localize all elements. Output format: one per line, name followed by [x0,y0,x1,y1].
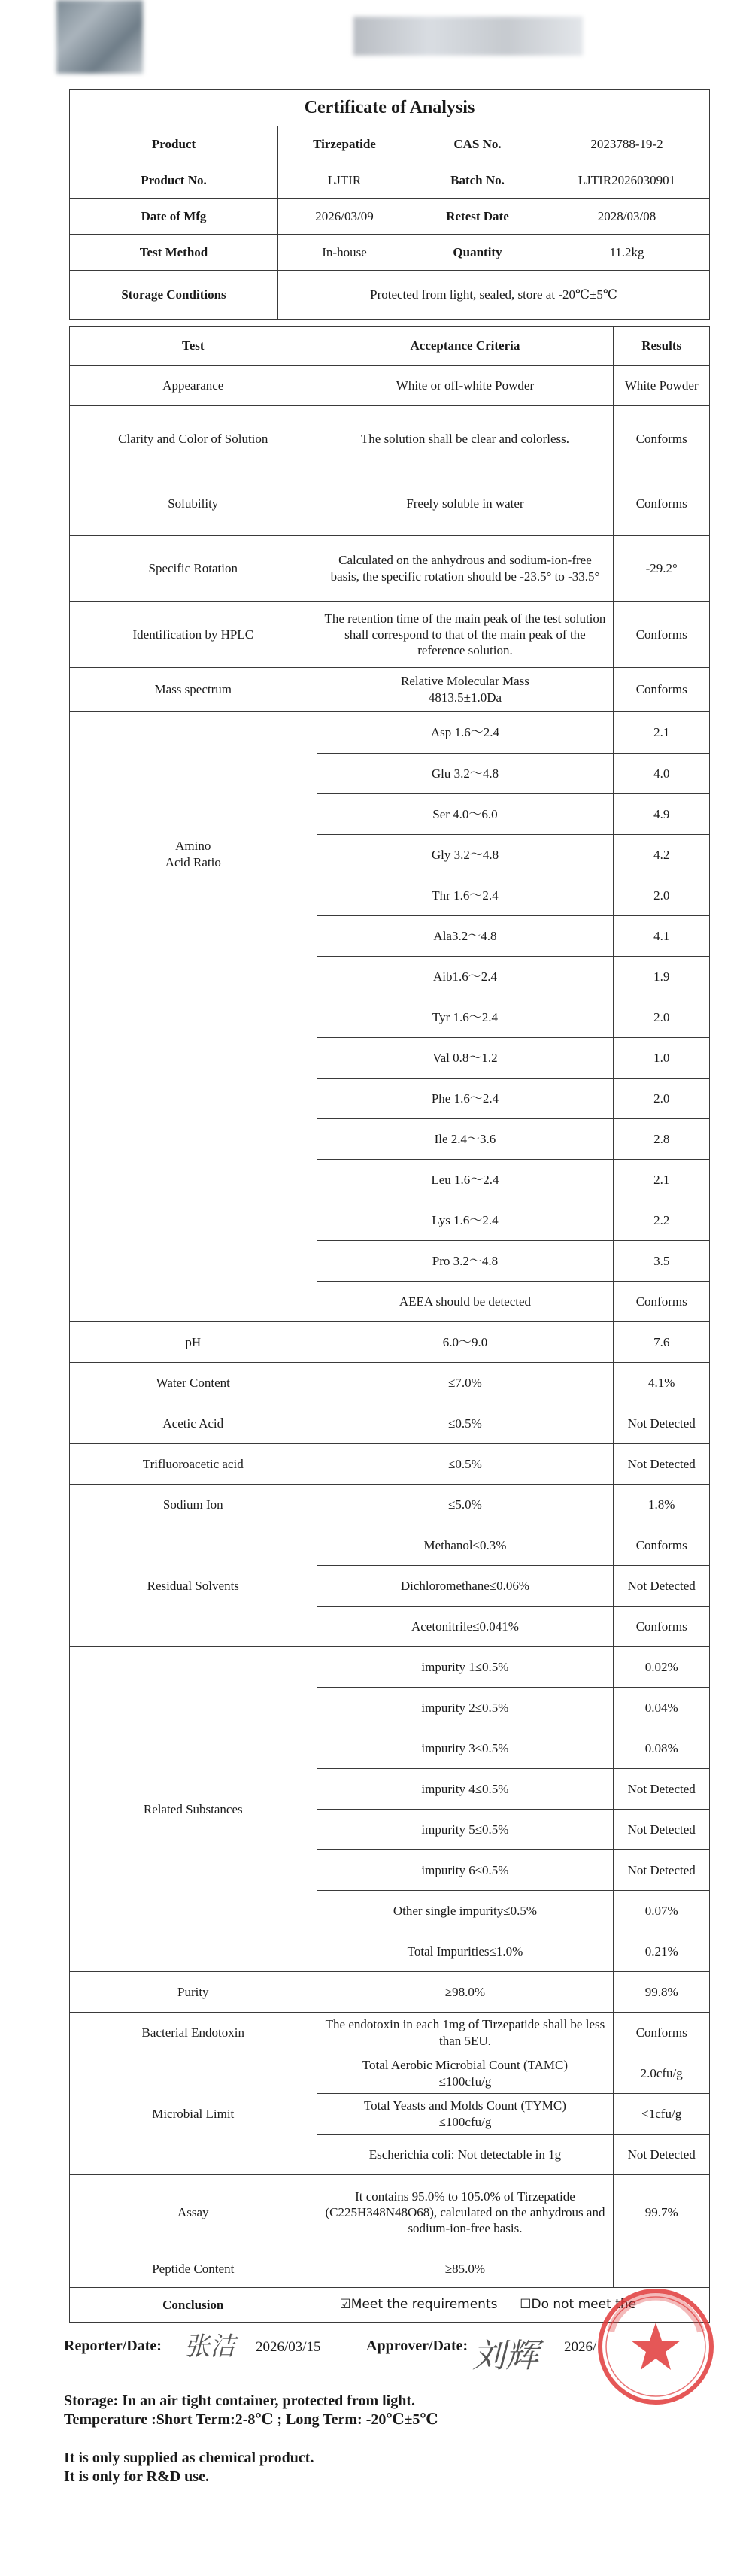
storage-note-line1: Storage: In an air tight container, protected from light. [64,2392,416,2409]
microbial-criteria-line2: ≤100cfu/g [438,2114,492,2129]
solvents-result: Conforms [614,1607,710,1647]
supply-note-line2: It is only for R&D use. [64,2468,209,2485]
product-no-value: LJTIR [278,162,411,199]
sodium-criteria: ≤5.0% [317,1485,614,1525]
not-meet-unchecked: ☐Do not meet the [520,2297,637,2313]
microbial-test: Microbial Limit [70,2053,317,2175]
purity-result: 99.8% [614,1972,710,2013]
ph-criteria: 6.0～9.0 [317,1322,614,1363]
mass-criteria [317,668,614,712]
tfa-criteria: ≤0.5% [317,1444,614,1485]
cas-value: 2023788-19-2 [544,126,710,162]
amino-criteria: Lys 1.6～2.4 [317,1200,614,1241]
clarity-result: Conforms [614,406,710,472]
reporter-signature: 张洁 [184,2332,235,2362]
related-result: 0.02% [614,1647,710,1688]
quantity-value: 11.2kg [544,235,710,271]
amino-criteria: Thr 1.6～2.4 [317,875,614,916]
amino-criteria: Glu 3.2～4.8 [317,754,614,794]
table-row [70,1525,710,1566]
amino-test [70,712,317,997]
amino-result: Conforms [614,1282,710,1322]
endotoxin-test: Bacterial Endotoxin [70,2013,317,2053]
product-label: Product [70,126,278,162]
related-result: 0.07% [614,1891,710,1931]
batch-label: Batch No. [411,162,544,199]
solvents-criteria: Methanol≤0.3% [317,1525,614,1566]
batch-value: LJTIR2026030901 [544,162,710,199]
retest-value: 2028/03/08 [544,199,710,235]
solubility-test: Solubility [70,472,317,536]
microbial-result: <1cfu/g [614,2094,710,2135]
storage-value: Protected from light, sealed, store at -20℃±5℃ [278,271,710,320]
amino-result: 1.9 [614,957,710,997]
related-criteria: impurity 2≤0.5% [317,1688,614,1728]
amino-result: 4.0 [614,754,710,794]
product-info-table [69,89,710,320]
amino-criteria: Tyr 1.6～2.4 [317,997,614,1038]
storage-label: Storage Conditions [70,271,278,320]
related-criteria: impurity 1≤0.5% [317,1647,614,1688]
amino-criteria: Phe 1.6～2.4 [317,1079,614,1119]
water-test: Water Content [70,1363,317,1403]
solvents-criteria: Acetonitrile≤0.041% [317,1607,614,1647]
company-logo-blurred [56,0,143,74]
retest-label: Retest Date [411,199,544,235]
approver-date: 2026/ [564,2339,597,2355]
solubility-criteria: Freely soluble in water [317,472,614,536]
amino-result: 2.0 [614,997,710,1038]
related-result: Not Detected [614,1769,710,1810]
cas-label: CAS No. [411,126,544,162]
acetic-test: Acetic Acid [70,1403,317,1444]
rotation-criteria: Calculated on the anhydrous and sodium-ion-free basis, the specific rotation should be -23.5° to -33.5° [317,536,614,602]
tfa-test: Trifluoroacetic acid [70,1444,317,1485]
rotation-result: -29.2° [614,536,710,602]
solvents-result: Conforms [614,1525,710,1566]
clarity-test: Clarity and Color of Solution [70,406,317,472]
amino-criteria: AEEA should be detected [317,1282,614,1322]
water-result: 4.1% [614,1363,710,1403]
amino-criteria: Pro 3.2～4.8 [317,1241,614,1282]
mfg-label: Date of Mfg [70,199,278,235]
solvents-result: Not Detected [614,1566,710,1607]
endotoxin-criteria: The endotoxin in each 1mg of Tirzepatide shall be less than 5EU. [317,2013,614,2053]
table-row [70,1647,710,1688]
ph-test: pH [70,1322,317,1363]
amino-result: 2.1 [614,712,710,754]
document-title: Certificate of Analysis [70,90,710,126]
amino-result: 3.5 [614,1241,710,1282]
microbial-criteria [317,2053,614,2094]
hplc-test: Identification by HPLC [70,602,317,668]
microbial-criteria-line1: Total Yeasts and Molds Count (TYMC) [363,2098,566,2113]
reporter-label: Reporter/Date: [64,2338,162,2354]
microbial-criteria [317,2094,614,2135]
amino-criteria: Gly 3.2～4.8 [317,835,614,875]
related-criteria: impurity 5≤0.5% [317,1810,614,1850]
clarity-criteria: The solution shall be clear and colorless. [317,406,614,472]
related-result: Not Detected [614,1850,710,1891]
amino-criteria: Ile 2.4～3.6 [317,1119,614,1160]
meet-requirements-checked: ☑Meet the requirements [339,2297,498,2313]
table-row [70,2053,710,2094]
microbial-result: Not Detected [614,2135,710,2175]
water-criteria: ≤7.0% [317,1363,614,1403]
amino-criteria: Leu 1.6～2.4 [317,1160,614,1200]
peptide-test: Peptide Content [70,2250,317,2288]
purity-criteria: ≥98.0% [317,1972,614,2013]
amino-criteria: Aib1.6～2.4 [317,957,614,997]
amino-result: 2.2 [614,1200,710,1241]
header-results: Results [614,327,710,366]
table-row [70,997,710,1038]
amino-result: 2.8 [614,1119,710,1160]
solvents-test: Residual Solvents [70,1525,317,1647]
related-criteria: impurity 3≤0.5% [317,1728,614,1769]
mass-criteria-line1: Relative Molecular Mass [401,674,529,689]
related-test: Related Substances [70,1647,317,1972]
company-seal-stamp [596,2286,716,2407]
sodium-test: Sodium Ion [70,1485,317,1525]
rotation-test: Specific Rotation [70,536,317,602]
amino-result: 2.0 [614,875,710,916]
amino-test-line1: Amino [175,839,211,854]
tfa-result: Not Detected [614,1444,710,1485]
mass-result: Conforms [614,668,710,712]
quantity-label: Quantity [411,235,544,271]
amino-result: 4.1 [614,916,710,957]
conclusion-test: Conclusion [70,2288,317,2323]
amino-criteria: Ser 4.0～6.0 [317,794,614,835]
approver-signature: 刘辉 [472,2337,538,2375]
product-no-label: Product No. [70,162,278,199]
reporter-date: 2026/03/15 [256,2339,321,2355]
related-criteria: Other single impurity≤0.5% [317,1891,614,1931]
peptide-result [614,2250,710,2288]
supply-note-line1: It is only supplied as chemical product. [64,2450,314,2466]
appearance-test: Appearance [70,366,317,406]
related-result: Not Detected [614,1810,710,1850]
amino-result: 2.0 [614,1079,710,1119]
seal-star-icon [631,2323,681,2370]
microbial-result: 2.0cfu/g [614,2053,710,2094]
amino-result: 1.0 [614,1038,710,1079]
acetic-criteria: ≤0.5% [317,1403,614,1444]
amino-result: 4.9 [614,794,710,835]
microbial-criteria-line1: Total Aerobic Microbial Count (TAMC) [362,2058,569,2073]
mass-criteria-line2: 4813.5±1.0Da [428,690,502,705]
amino-result: 2.1 [614,1160,710,1200]
amino-criteria: Ala3.2～4.8 [317,916,614,957]
purity-test: Purity [70,1972,317,2013]
related-criteria: Total Impurities≤1.0% [317,1931,614,1972]
product-value: Tirzepatide [278,126,411,162]
solvents-criteria: Dichloromethane≤0.06% [317,1566,614,1607]
amino-criteria: Asp 1.6～2.4 [317,712,614,754]
amino-test-continued [70,997,317,1322]
company-name-blurred [353,17,583,56]
mfg-value: 2026/03/09 [278,199,411,235]
microbial-criteria-line2: ≤100cfu/g [438,2074,492,2089]
related-criteria: impurity 4≤0.5% [317,1769,614,1810]
assay-criteria: It contains 95.0% to 105.0% of Tirzepatide (C225H348N48O68), calculated on the anhydrous and sodium-ion-free basis. [317,2175,614,2250]
appearance-criteria: White or off-white Powder [317,366,614,406]
peptide-criteria: ≥85.0% [317,2250,614,2288]
related-result: 0.08% [614,1728,710,1769]
approver-label: Approver/Date: [366,2338,468,2354]
related-criteria: impurity 6≤0.5% [317,1850,614,1891]
amino-result: 4.2 [614,835,710,875]
hplc-result: Conforms [614,602,710,668]
storage-note-line2: Temperature :Short Term:2-8℃ ; Long Term: -20℃±5℃ [64,2411,438,2428]
test-results-table [69,326,710,2323]
assay-result: 99.7% [614,2175,710,2250]
mass-test: Mass spectrum [70,668,317,712]
assay-test: Assay [70,2175,317,2250]
appearance-result: White Powder [614,366,710,406]
header-criteria: Acceptance Criteria [317,327,614,366]
microbial-criteria: Escherichia coli: Not detectable in 1g [317,2135,614,2175]
method-label: Test Method [70,235,278,271]
amino-test-line2: Acid Ratio [165,854,221,869]
endotoxin-result: Conforms [614,2013,710,2053]
amino-criteria: Val 0.8～1.2 [317,1038,614,1079]
ph-result: 7.6 [614,1322,710,1363]
sodium-result: 1.8% [614,1485,710,1525]
related-result: 0.21% [614,1931,710,1972]
hplc-criteria: The retention time of the main peak of the test solution shall correspond to that of the main peak of the reference solution. [317,602,614,668]
solubility-result: Conforms [614,472,710,536]
table-row [70,712,710,754]
acetic-result: Not Detected [614,1403,710,1444]
related-result: 0.04% [614,1688,710,1728]
method-value: In-house [278,235,411,271]
header-test: Test [70,327,317,366]
